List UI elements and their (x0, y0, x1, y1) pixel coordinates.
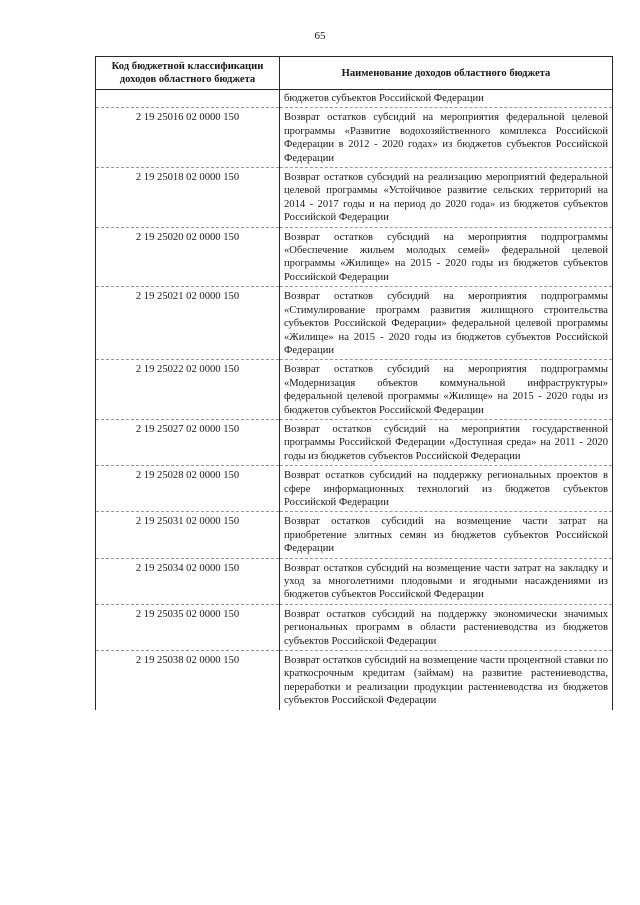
row-name: Возврат остатков субсидий на мероприятия подпрограммы «Обеспечение жильем молодых семей» федеральной целевой программы «Жилище» на 2015 - 2020 годы из бюджетов субъектов Российской Федерации (280, 227, 613, 287)
row-name: Возврат остатков субсидий на мероприятия государственной программы Российской Федерации «Доступная среда» на 2011 - 2020 годы из бюджетов субъектов Российской Федерации (280, 419, 613, 465)
row-code: 2 19 25021 02 0000 150 (96, 287, 280, 360)
table-row (96, 108, 613, 168)
row-name: бюджетов субъектов Российской Федерации (280, 90, 613, 108)
row-code: 2 19 25028 02 0000 150 (96, 466, 280, 512)
row-name: Возврат остатков субсидий на мероприятия федеральной целевой программы «Развитие водохозяйственного комплекса Российской Федерации в 2012 - 2020 годах» из бюджетов субъектов Российской Федерации (280, 108, 613, 168)
row-name: Возврат остатков субсидий на возмещение части затрат на приобретение элитных семян из бюджетов субъектов Российской Федерации (280, 512, 613, 558)
table-header-row (96, 57, 613, 90)
header-name: Наименование доходов областного бюджета (280, 57, 613, 90)
row-name: Возврат остатков субсидий на поддержку региональных проектов в сфере информационных технологий из бюджетов субъектов Российской Федерации (280, 466, 613, 512)
page-number: 65 (314, 30, 326, 42)
row-code: 2 19 25022 02 0000 150 (96, 360, 280, 420)
row-code: 2 19 25038 02 0000 150 (96, 651, 280, 710)
table-row (96, 512, 613, 558)
table-row (96, 466, 613, 512)
table-row (96, 651, 613, 710)
table-row (96, 604, 613, 650)
row-code: 2 19 25016 02 0000 150 (96, 108, 280, 168)
table-row (96, 227, 613, 287)
row-code (96, 90, 280, 108)
row-code: 2 19 25020 02 0000 150 (96, 227, 280, 287)
row-code: 2 19 25035 02 0000 150 (96, 604, 280, 650)
row-code: 2 19 25034 02 0000 150 (96, 558, 280, 604)
row-name: Возврат остатков субсидий на возмещение части затрат на закладку и уход за многолетними плодовыми и ягодными насаждениями из бюджетов субъектов Российской Федерации (280, 558, 613, 604)
row-name: Возврат остатков субсидий на мероприятия подпрограммы «Модернизация объектов коммунальной инфраструктуры» федеральной целевой программы «Жилище» на 2015 - 2020 годы из бюджетов субъектов Российской Федерации (280, 360, 613, 420)
table-row (96, 287, 613, 360)
row-name: Возврат остатков субсидий на мероприятия подпрограммы «Стимулирование программ развития жилищного строительства субъектов Российской Федерации» федеральной целевой программы «Жилище» на 2015 - 2020 годы из бюджетов субъектов Российской Федерации (280, 287, 613, 360)
row-code: 2 19 25018 02 0000 150 (96, 168, 280, 228)
row-code: 2 19 25031 02 0000 150 (96, 512, 280, 558)
row-name: Возврат остатков субсидий на возмещение части процентной ставки по краткосрочным кредитам (займам) на развитие растениеводства, переработки и реализации продукции растениеводства из бюджетов субъектов Российской Федерации (280, 651, 613, 710)
table-row (96, 90, 613, 108)
row-name: Возврат остатков субсидий на реализацию мероприятий федеральной целевой программы «Устойчивое развитие сельских территорий на 2014 - 2017 годы и на период до 2020 года» из бюджетов субъектов Российской Федерации (280, 168, 613, 228)
table-row (96, 419, 613, 465)
budget-income-table (95, 56, 613, 710)
table-row (96, 558, 613, 604)
header-code: Код бюджетной классификации доходов областного бюджета (96, 57, 280, 90)
row-name: Возврат остатков субсидий на поддержку экономически значимых региональных программ в области растениеводства из бюджетов субъектов Российской Федерации (280, 604, 613, 650)
table-row (96, 168, 613, 228)
row-code: 2 19 25027 02 0000 150 (96, 419, 280, 465)
table-row (96, 360, 613, 420)
